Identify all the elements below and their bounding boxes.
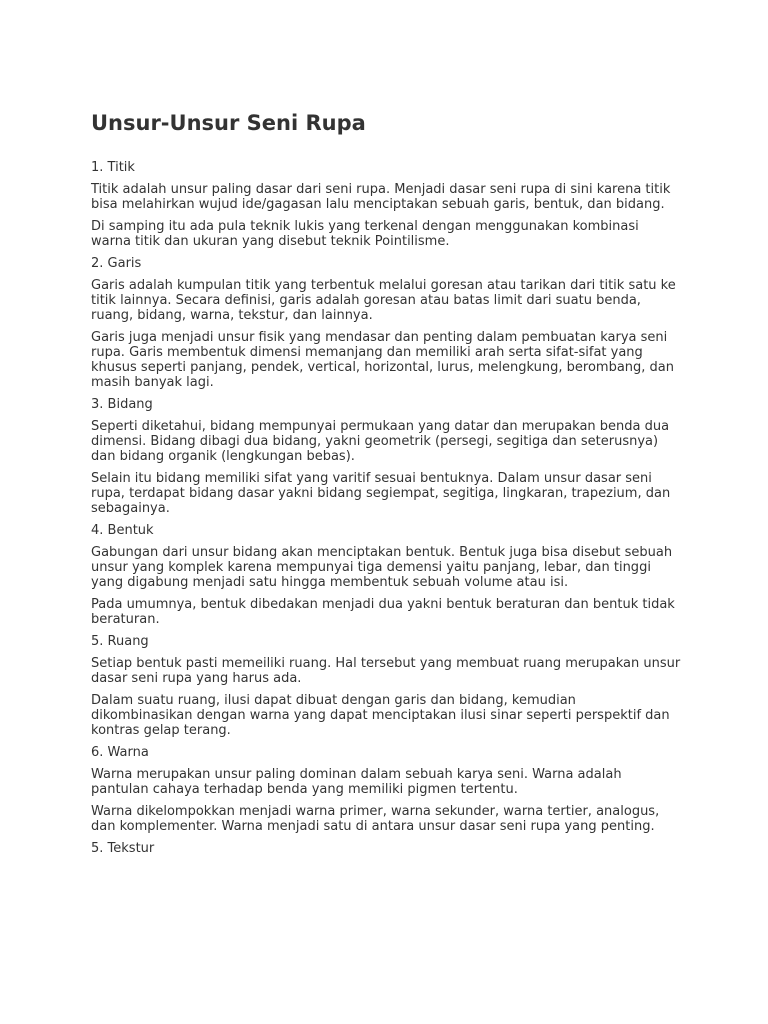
section-titik bbox=[91, 160, 681, 249]
section-heading: 5. Ruang bbox=[91, 634, 149, 649]
section-heading: 5. Tekstur bbox=[91, 841, 155, 856]
document-page bbox=[91, 108, 681, 863]
document-title: Unsur-Unsur Seni Rupa bbox=[91, 111, 366, 135]
paragraph: Setiap bentuk pasti memeiliki ruang. Hal tersebut yang membuat ruang merupakan unsur dasar seni rupa yang harus ada. bbox=[91, 656, 681, 686]
section-ruang bbox=[91, 634, 681, 738]
section-heading: 4. Bentuk bbox=[91, 523, 154, 538]
paragraph: Dalam suatu ruang, ilusi dapat dibuat dengan garis dan bidang, kemudian dikombinasikan dengan warna yang dapat menciptakan ilusi sinar seperti perspektif dan kontras gelap terang. bbox=[91, 693, 670, 738]
section-bidang bbox=[91, 397, 681, 516]
paragraph: Seperti diketahui, bidang mempunyai permukaan yang datar dan merupakan benda dua dimensi. Bidang dibagi dua bidang, yakni geometrik (persegi, segitiga dan seterusnya) dan bidang organik (lengkungan bebas). bbox=[91, 419, 670, 464]
paragraph: Garis juga menjadi unsur fisik yang mendasar dan penting dalam pembuatan karya seni rupa. Garis membentuk dimensi memanjang dan memiliki arah serta sifat-sifat yang khusus seperti panjang, pendek, vertical, horizontal, lurus, melengkung, berombang, dan masih banyak lagi. bbox=[91, 330, 675, 390]
section-heading: 6. Warna bbox=[91, 745, 149, 760]
paragraph: Gabungan dari unsur bidang akan menciptakan bentuk. Bentuk juga bisa disebut sebuah unsur yang komplek karena mempunyai tiga demensi yaitu panjang, lebar, dan tinggi yang digabung menjadi satu hingga membentuk sebuah volume atau isi. bbox=[91, 545, 673, 590]
section-warna bbox=[91, 745, 681, 834]
paragraph: Garis adalah kumpulan titik yang terbentuk melalui goresan atau tarikan dari titik satu ke titik lainnya. Secara definisi, garis adalah goresan atau batas limit dari suatu benda, ruang, bidang, warna, tekstur, dan lainnya. bbox=[91, 278, 676, 323]
paragraph: Di samping itu ada pula teknik lukis yang terkenal dengan menggunakan kombinasi warna titik dan ukuran yang disebut teknik Pointilisme. bbox=[91, 219, 639, 249]
section-heading: 3. Bidang bbox=[91, 397, 153, 412]
paragraph: Pada umumnya, bentuk dibedakan menjadi dua yakni bentuk beraturan dan bentuk tidak beraturan. bbox=[91, 597, 675, 627]
section-garis bbox=[91, 256, 681, 390]
paragraph: Warna merupakan unsur paling dominan dalam sebuah karya seni. Warna adalah pantulan cahaya terhadap benda yang memiliki pigmen tertentu. bbox=[91, 767, 622, 797]
paragraph: Selain itu bidang memiliki sifat yang varitif sesuai bentuknya. Dalam unsur dasar seni rupa, terdapat bidang dasar yakni bidang segiempat, segitiga, lingkaran, trapezium, dan sebagainya. bbox=[91, 471, 671, 516]
section-bentuk bbox=[91, 523, 681, 627]
paragraph: Warna dikelompokkan menjadi warna primer, warna sekunder, warna tertier, analogus, dan komplementer. Warna menjadi satu di antara unsur dasar seni rupa yang penting. bbox=[91, 804, 660, 834]
paragraph: Titik adalah unsur paling dasar dari seni rupa. Menjadi dasar seni rupa di sini karena titik bisa melahirkan wujud ide/gagasan lalu menciptakan sebuah garis, bentuk, dan bidang. bbox=[91, 182, 671, 212]
section-heading: 1. Titik bbox=[91, 160, 135, 175]
section-heading: 2. Garis bbox=[91, 256, 142, 271]
section-tekstur bbox=[91, 841, 681, 856]
